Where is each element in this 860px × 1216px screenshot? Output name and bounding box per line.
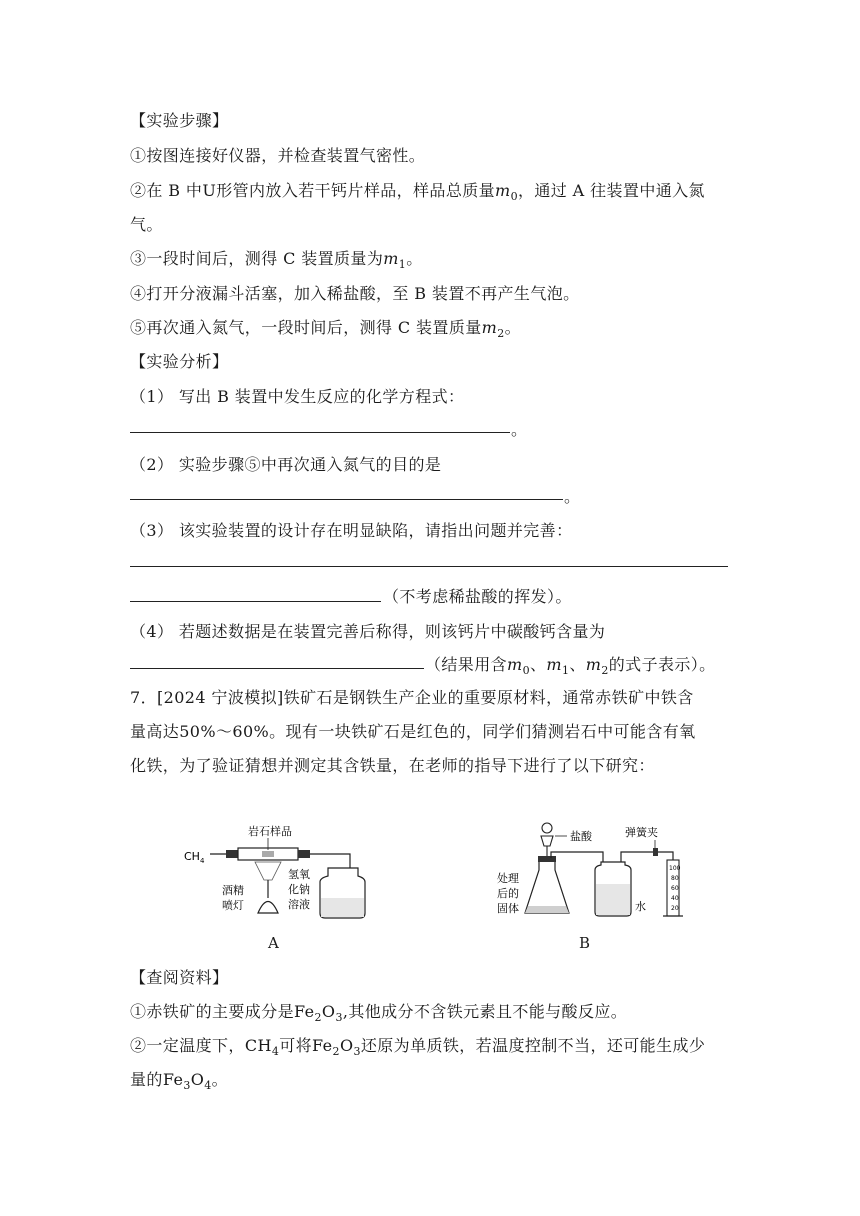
reference-2: ②一定温度下，$CH_4$可将$Fe_2O_3$还原为单质铁，若温度控制不当，还可能生成少	[130, 1036, 706, 1058]
flame	[255, 862, 281, 880]
step-3: ③一段时间后，测得 C 装置质量为$m_1$。	[130, 249, 423, 271]
analysis-heading: 【实验分析】	[130, 352, 229, 371]
question-4: （4） 若题述数据是在装置完善后称得，则该钙片中碳酸钙含量为	[130, 622, 606, 641]
figure-a-label: A	[268, 934, 279, 952]
step-1: ①按图连接好仪器，并检查装置气密性。	[130, 146, 426, 165]
apparatus-b-diagram	[495, 818, 695, 923]
outlet-tube	[621, 852, 673, 862]
naoh-label-3: 溶液	[288, 898, 310, 911]
water	[596, 884, 630, 915]
question-1: （1） 写出 B 装置中发生反应的化学方程式：	[130, 387, 465, 406]
step-2-continued: 气。	[130, 215, 163, 234]
clip-label: 弹簧夹	[625, 826, 658, 839]
stopper-left	[226, 850, 238, 858]
hcl-label: 盐酸	[570, 830, 592, 843]
answer-blank-3b[interactable]	[130, 601, 381, 602]
connecting-tube	[551, 852, 603, 866]
answer-blank-3a[interactable]	[130, 566, 728, 567]
treated-solid	[525, 906, 569, 913]
spring-clip-icon[interactable]	[653, 848, 658, 856]
solid-label-2: 后的	[497, 887, 519, 900]
answer-blank-1[interactable]	[130, 432, 510, 433]
naoh-label-1: 氢氧	[288, 868, 310, 881]
problem-7-line-2: 量高达50%～60%。现有一块铁矿石是红色的，同学们猜测岩石中可能含有氧	[130, 722, 696, 741]
scale-80: 80	[671, 875, 679, 882]
stopper-right	[298, 850, 310, 858]
apparatus-a-diagram	[180, 818, 370, 923]
funnel-bulb	[542, 823, 552, 833]
ch4-label: $CH_4$	[184, 850, 205, 865]
step-4: ④打开分液漏斗活塞，加入稀盐酸，至 B 装置不再产生气泡。	[130, 284, 580, 303]
rock-sample-label: 岩石样品	[248, 825, 292, 838]
step-5: ⑤再次通入氮气，一段时间后，测得 C 装置质量$m_2$。	[130, 318, 522, 340]
rock-sample	[262, 851, 274, 857]
figure-b-label: B	[579, 934, 591, 952]
flask-stopper	[538, 856, 556, 862]
reference-heading: 【查阅资料】	[130, 968, 229, 987]
reference-1: ①赤铁矿的主要成分是$Fe_2O_3$,其他成分不含铁元素且不能与酸反应。	[130, 1002, 628, 1024]
answer-blank-2[interactable]	[130, 499, 563, 500]
naoh-solution	[321, 898, 364, 917]
scale-100: 100	[669, 865, 681, 872]
solid-label-1: 处理	[497, 872, 519, 885]
burner-label-1: 酒精	[222, 884, 244, 897]
burner-label-2: 喷灯	[222, 899, 244, 912]
question-1-end: 。	[511, 420, 528, 439]
naoh-label-2: 化钠	[288, 883, 310, 896]
problem-7-line-1: 7．[2024 宁波模拟]铁矿石是钢铁生产企业的重要原材料，通常赤铁矿中铁含	[130, 688, 694, 707]
answer-blank-4[interactable]	[130, 668, 424, 669]
water-label: 水	[635, 900, 646, 913]
question-2-end: 。	[564, 487, 581, 506]
question-2: （2） 实验步骤⑤中再次通入氮气的目的是	[130, 455, 442, 474]
question-3: （3） 该实验装置的设计存在明显缺陷，请指出问题并完善：	[130, 521, 573, 540]
scale-40: 40	[671, 895, 679, 902]
dropping-funnel	[541, 836, 553, 846]
alcohol-burner	[258, 902, 278, 914]
steps-heading: 【实验步骤】	[130, 111, 229, 130]
problem-7-line-3: 化铁，为了验证猜想并测定其含铁量，在老师的指导下进行了以下研究：	[130, 756, 655, 775]
reference-3: 量的$Fe_3O_4$。	[130, 1070, 229, 1092]
solid-label-3: 固体	[497, 902, 519, 915]
scale-60: 60	[671, 885, 679, 892]
conical-flask	[525, 860, 569, 913]
question-4-end: （结果用含$m_0$、$m_1$、$m_2$的式子表示）。	[425, 655, 716, 677]
scale-20: 20	[671, 905, 679, 912]
step-2: ②在 B 中U形管内放入若干钙片样品，样品总质量$m_0$，通过 A 往装置中通入氮	[130, 181, 705, 203]
question-3-end: （不考虑稀盐酸的挥发）。	[383, 587, 572, 606]
